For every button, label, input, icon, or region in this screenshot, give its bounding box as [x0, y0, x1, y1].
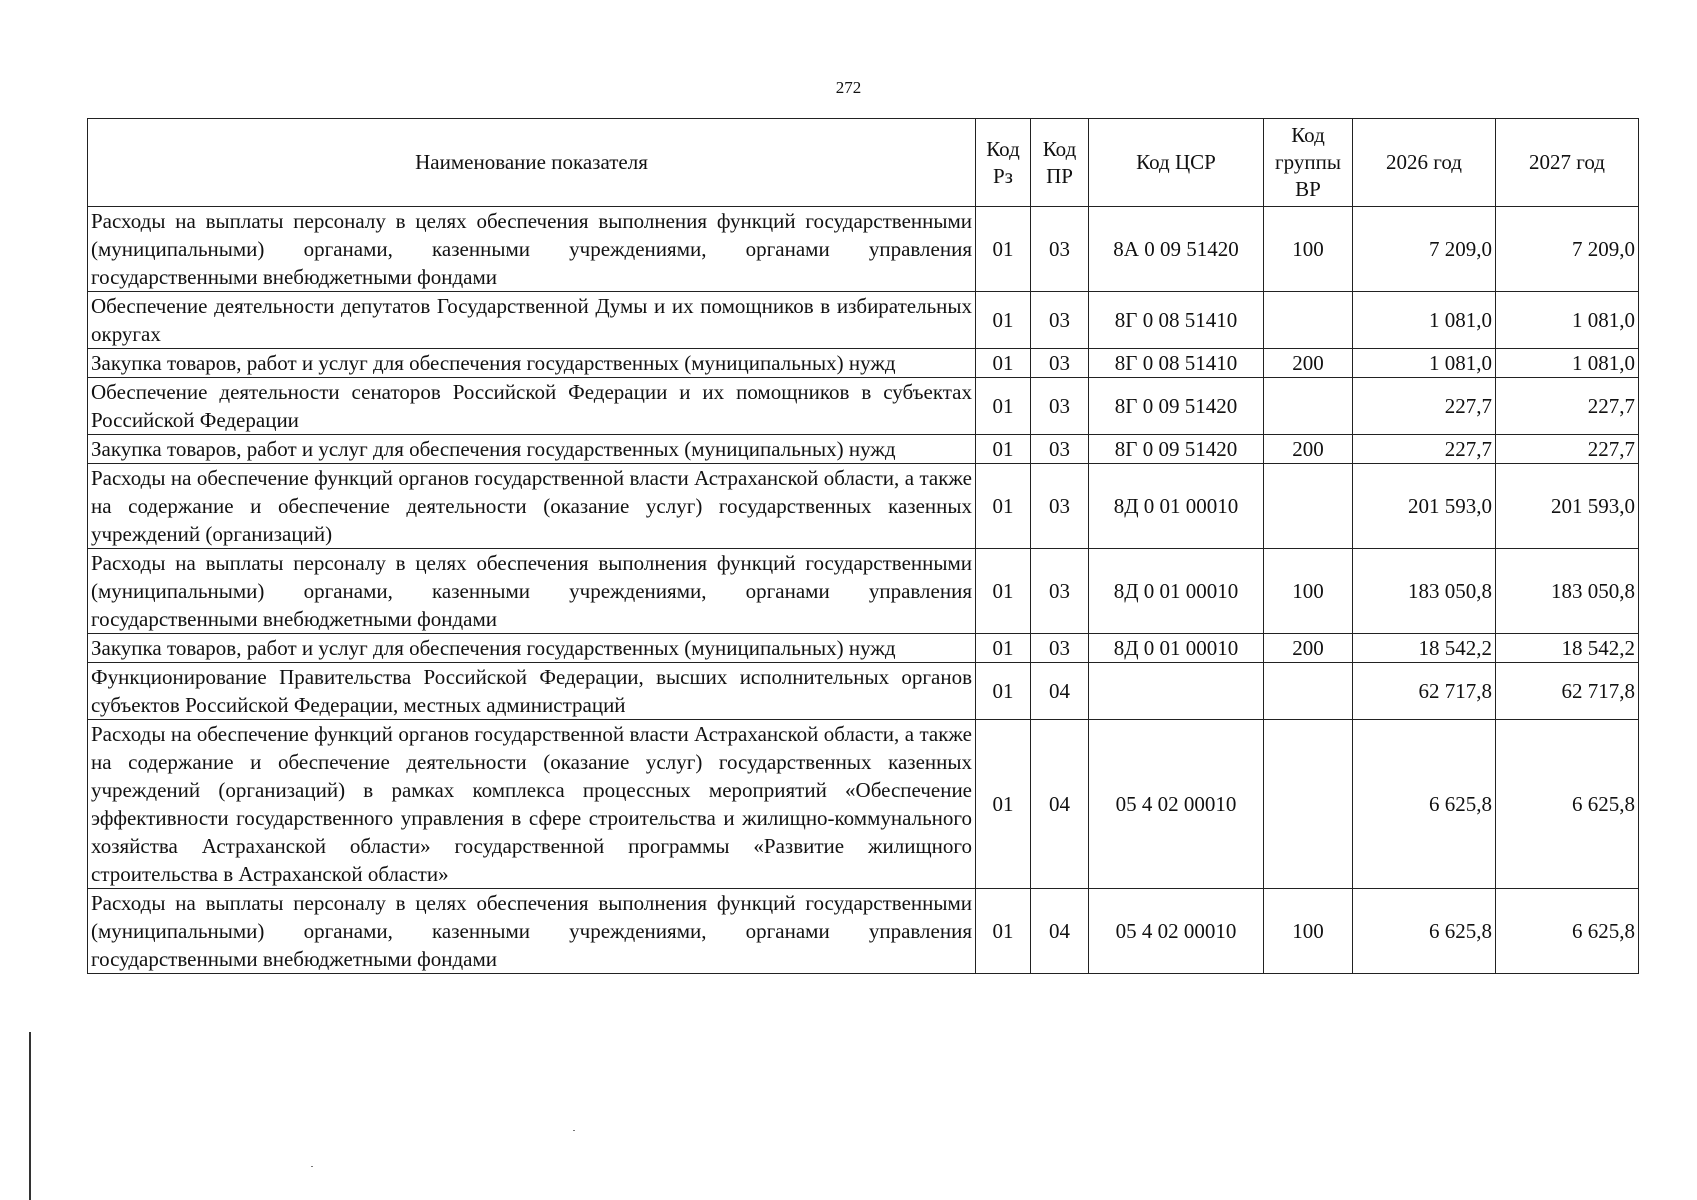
row-vr: 200: [1264, 349, 1353, 378]
row-vr: 100: [1264, 549, 1353, 634]
row-name: Расходы на выплаты персоналу в целях обеспечения выполнения функций государственными (муниципальными) органами, казенными учреждениями, органами управления государственными внебюджетными фондами: [88, 207, 976, 292]
row-2027: 6 625,8: [1496, 720, 1639, 889]
row-name: Закупка товаров, работ и услуг для обеспечения государственных (муниципальных) нужд: [88, 435, 976, 464]
row-name: Расходы на выплаты персоналу в целях обеспечения выполнения функций государственными (муниципальными) органами, казенными учреждениями, органами управления государственными внебюджетными фондами: [88, 889, 976, 974]
row-name: Обеспечение деятельности депутатов Государственной Думы и их помощников в избирательных округах: [88, 292, 976, 349]
row-2026: 6 625,8: [1353, 720, 1496, 889]
row-vr: [1264, 378, 1353, 435]
row-name: Расходы на обеспечение функций органов государственной власти Астраханской области, а также на содержание и обеспечение деятельности (оказание услуг) государственных казенных учреждений (организаций) в рамках комплекса процессных мероприятий «Обеспечение эффективности государственного управления в сфере строительства и жилищно-коммунального хозяйства Астраханской области» государственной программы «Развитие жилищного строительства в Астраханской области»: [88, 720, 976, 889]
table-row: [88, 549, 1639, 634]
row-2026: 201 593,0: [1353, 464, 1496, 549]
header-vr: Код группы ВР: [1264, 119, 1353, 207]
scan-speck: [311, 1166, 313, 1167]
row-rz: 01: [976, 720, 1031, 889]
row-2027: 18 542,2: [1496, 634, 1639, 663]
row-2027: 1 081,0: [1496, 292, 1639, 349]
row-name: Функционирование Правительства Российской Федерации, высших исполнительных органов субъектов Российской Федерации, местных администраций: [88, 663, 976, 720]
table-row: [88, 663, 1639, 720]
row-name: Расходы на выплаты персоналу в целях обеспечения выполнения функций государственными (муниципальными) органами, казенными учреждениями, органами управления государственными внебюджетными фондами: [88, 549, 976, 634]
row-vr: [1264, 464, 1353, 549]
row-rz: 01: [976, 349, 1031, 378]
row-2027: 6 625,8: [1496, 889, 1639, 974]
row-csr: 8Г 0 08 51410: [1089, 292, 1264, 349]
row-rz: 01: [976, 435, 1031, 464]
row-vr: [1264, 292, 1353, 349]
row-2027: 227,7: [1496, 378, 1639, 435]
table-row: [88, 378, 1639, 435]
row-vr: 100: [1264, 207, 1353, 292]
row-rz: 01: [976, 663, 1031, 720]
row-2026: 227,7: [1353, 435, 1496, 464]
row-csr: [1089, 663, 1264, 720]
row-csr: 8Г 0 09 51420: [1089, 378, 1264, 435]
header-2026: 2026 год: [1353, 119, 1496, 207]
table-row: [88, 349, 1639, 378]
row-pr: 03: [1031, 207, 1089, 292]
budget-table: [87, 118, 1639, 974]
row-csr: 8Д 0 01 00010: [1089, 634, 1264, 663]
row-pr: 03: [1031, 549, 1089, 634]
header-pr: Код ПР: [1031, 119, 1089, 207]
row-rz: 01: [976, 378, 1031, 435]
header-csr: Код ЦСР: [1089, 119, 1264, 207]
row-vr: 200: [1264, 435, 1353, 464]
header-rz: Код Рз: [976, 119, 1031, 207]
scan-speck: [573, 1130, 575, 1131]
row-pr: 04: [1031, 720, 1089, 889]
row-rz: 01: [976, 634, 1031, 663]
row-name: Закупка товаров, работ и услуг для обеспечения государственных (муниципальных) нужд: [88, 349, 976, 378]
row-vr: [1264, 663, 1353, 720]
row-pr: 03: [1031, 378, 1089, 435]
table-row: [88, 207, 1639, 292]
row-rz: 01: [976, 207, 1031, 292]
row-2026: 7 209,0: [1353, 207, 1496, 292]
header-row: [88, 119, 1639, 207]
row-pr: 04: [1031, 889, 1089, 974]
row-pr: 03: [1031, 634, 1089, 663]
table-row: [88, 292, 1639, 349]
row-2027: 1 081,0: [1496, 349, 1639, 378]
table-row: [88, 889, 1639, 974]
row-2026: 1 081,0: [1353, 292, 1496, 349]
row-2026: 183 050,8: [1353, 549, 1496, 634]
row-csr: 8Д 0 01 00010: [1089, 464, 1264, 549]
row-rz: 01: [976, 549, 1031, 634]
row-2027: 201 593,0: [1496, 464, 1639, 549]
row-2026: 62 717,8: [1353, 663, 1496, 720]
row-csr: 05 4 02 00010: [1089, 720, 1264, 889]
header-name: Наименование показателя: [88, 119, 976, 207]
row-rz: 01: [976, 292, 1031, 349]
row-csr: 05 4 02 00010: [1089, 889, 1264, 974]
table-row: [88, 464, 1639, 549]
row-2026: 6 625,8: [1353, 889, 1496, 974]
row-2026: 227,7: [1353, 378, 1496, 435]
row-pr: 03: [1031, 464, 1089, 549]
row-csr: 8Д 0 01 00010: [1089, 549, 1264, 634]
row-2026: 18 542,2: [1353, 634, 1496, 663]
row-pr: 03: [1031, 435, 1089, 464]
table-row: [88, 720, 1639, 889]
row-csr: 8Г 0 09 51420: [1089, 435, 1264, 464]
row-pr: 04: [1031, 663, 1089, 720]
row-csr: 8А 0 09 51420: [1089, 207, 1264, 292]
header-2027: 2027 год: [1496, 119, 1639, 207]
row-vr: [1264, 720, 1353, 889]
row-vr: 100: [1264, 889, 1353, 974]
row-rz: 01: [976, 889, 1031, 974]
row-vr: 200: [1264, 634, 1353, 663]
table-row: [88, 634, 1639, 663]
row-name: Обеспечение деятельности сенаторов Российской Федерации и их помощников в субъектах Российской Федерации: [88, 378, 976, 435]
page-number: 272: [835, 78, 862, 97]
row-name: Закупка товаров, работ и услуг для обеспечения государственных (муниципальных) нужд: [88, 634, 976, 663]
row-pr: 03: [1031, 349, 1089, 378]
row-2027: 183 050,8: [1496, 549, 1639, 634]
row-csr: 8Г 0 08 51410: [1089, 349, 1264, 378]
row-2027: 7 209,0: [1496, 207, 1639, 292]
row-2027: 62 717,8: [1496, 663, 1639, 720]
row-name: Расходы на обеспечение функций органов государственной власти Астраханской области, а также на содержание и обеспечение деятельности (оказание услуг) государственных казенных учреждений (организаций): [88, 464, 976, 549]
row-2027: 227,7: [1496, 435, 1639, 464]
row-rz: 01: [976, 464, 1031, 549]
table-row: [88, 435, 1639, 464]
row-pr: 03: [1031, 292, 1089, 349]
row-2026: 1 081,0: [1353, 349, 1496, 378]
scan-edge-line: [29, 1032, 31, 1200]
